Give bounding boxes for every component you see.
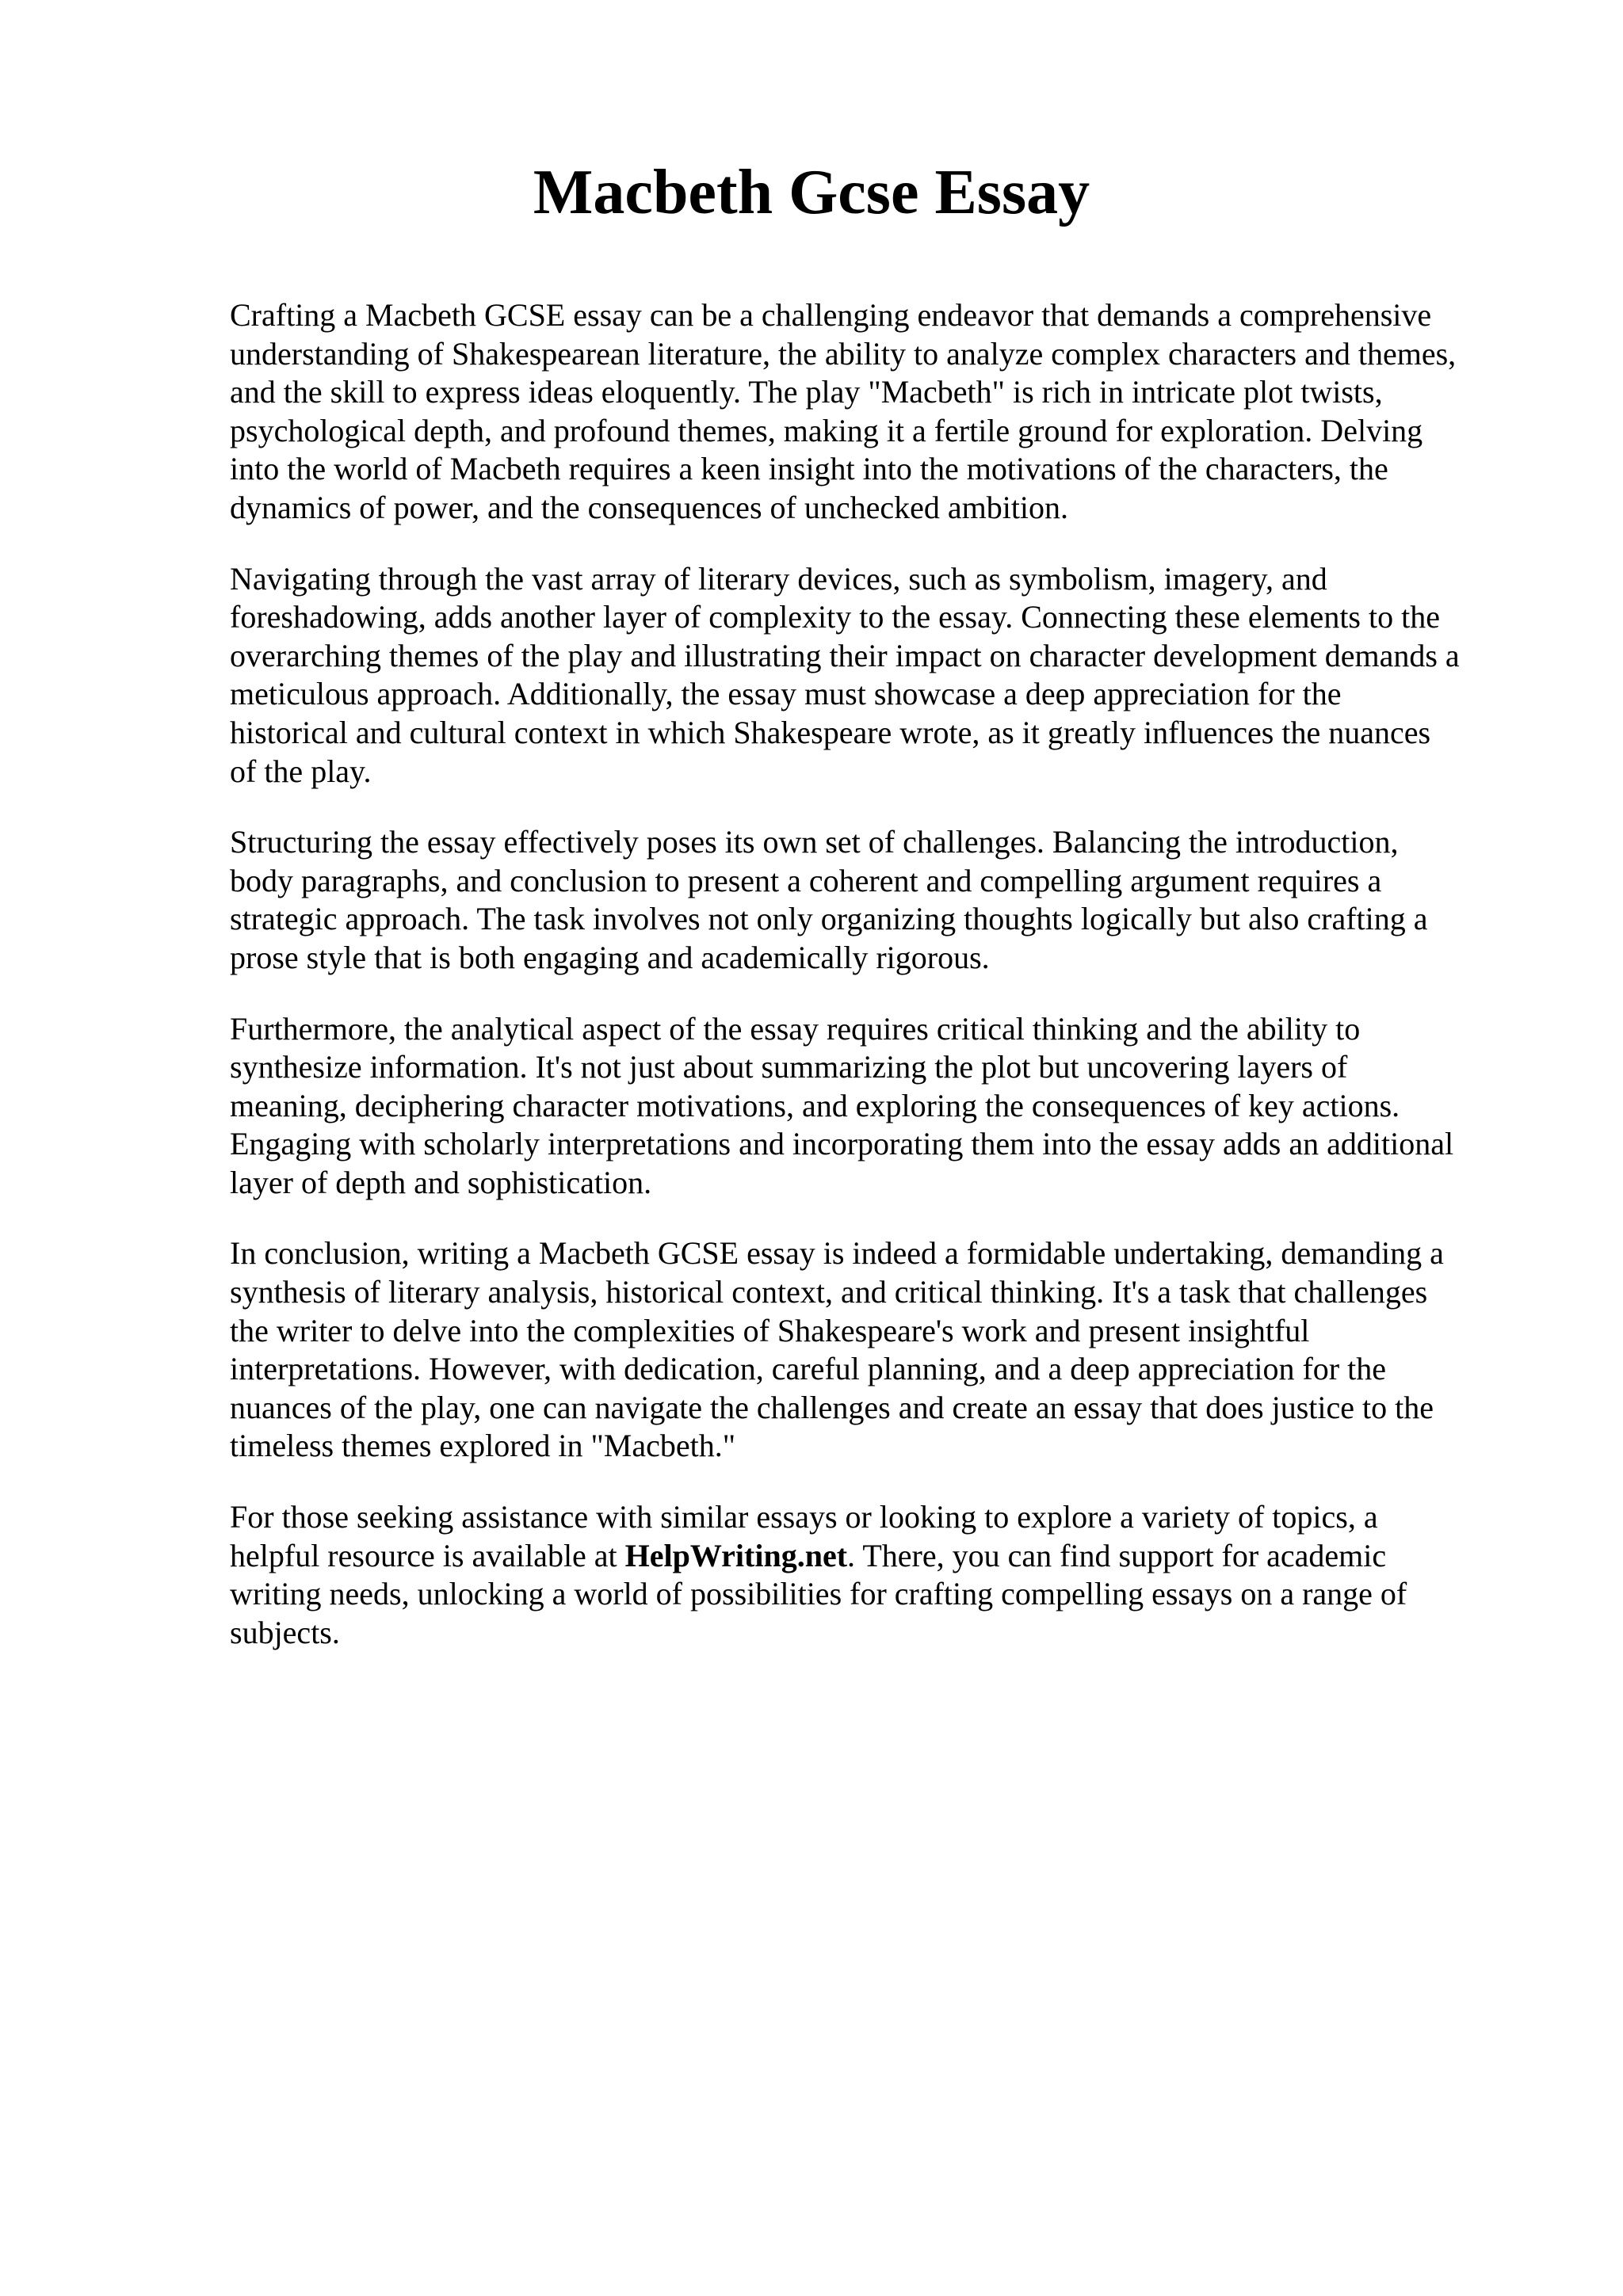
text-line: nuances of the play, one can navigate the challenges and create an essay that does justice to the [230,1389,1434,1425]
paragraph-literary-devices [230,560,1514,791]
closing-text-before-link: helpful resource is available at [230,1537,625,1573]
text-line: body paragraphs, and conclusion to present a coherent and compelling argument requires a [230,862,1382,898]
text-line: Navigating through the vast array of literary devices, such as symbolism, imagery, and [230,560,1327,597]
text-line: and the skill to express ideas eloquently. The play "Macbeth" is rich in intricate plot twists, [230,374,1383,410]
text-line: writing needs, unlocking a world of possibilities for crafting compelling essays on a range of [230,1576,1407,1612]
paragraph-structure [230,823,1514,977]
text-line: synthesis of literary analysis, historical context, and critical thinking. It's a task that challenges [230,1274,1428,1310]
text-line: meticulous approach. Additionally, the essay must showcase a deep appreciation for the [230,676,1342,712]
text-line: overarching themes of the play and illustrating their impact on character development demands a [230,637,1460,673]
text-line: foreshadowing, adds another layer of complexity to the essay. Connecting these elements to the [230,599,1440,635]
text-line: prose style that is both engaging and academically rigorous. [230,939,990,975]
document-title: Macbeth Gcse Essay [533,158,1090,227]
text-line: historical and cultural context in which Shakespeare wrote, as it greatly influences the nuances [230,714,1431,750]
paragraph-conclusion [230,1234,1514,1466]
text-line: layer of depth and sophistication. [230,1164,652,1200]
text-line: into the world of Macbeth requires a keen insight into the motivations of the characters, the [230,451,1388,487]
text-line: understanding of Shakespearean literature, the ability to analyze complex characters and themes, [230,335,1457,372]
text-line: timeless themes explored in "Macbeth." [230,1428,736,1464]
text-line: psychological depth, and profound themes, making it a fertile ground for exploration. Delving [230,412,1423,448]
text-line: of the play. [230,753,372,789]
paragraph-closing [230,1498,1514,1652]
helpwriting-link[interactable]: HelpWriting.net [624,1537,848,1573]
text-line: dynamics of power, and the consequences of unchecked ambition. [230,489,1069,525]
text-line: In conclusion, writing a Macbeth GCSE essay is indeed a formidable undertaking, demanding a [230,1235,1444,1272]
text-line: the writer to delve into the complexities of Shakespeare's work and present insightful [230,1312,1310,1348]
text-line: strategic approach. The task involves not only organizing thoughts logically but also crafting a [230,901,1428,937]
text-line: Furthermore, the analytical aspect of the essay requires critical thinking and the ability to [230,1010,1361,1047]
paragraph-intro [230,296,1514,528]
text-line: subjects. [230,1614,340,1650]
document-body [230,296,1514,1684]
text-line: interpretations. However, with dedication, careful planning, and a deep appreciation for the [230,1351,1386,1387]
text-line: meaning, deciphering character motivations, and exploring the consequences of key actions. [230,1087,1400,1123]
text-line: Crafting a Macbeth GCSE essay can be a challenging endeavor that demands a comprehensive [230,297,1432,333]
text-line: synthesize information. It's not just about summarizing the plot but uncovering layers of [230,1049,1348,1085]
closing-text-after-link: . There, you can find support for academic [847,1537,1387,1573]
text-line-with-link [230,1537,1514,1576]
paragraph-analysis [230,1010,1514,1203]
text-line: Structuring the essay effectively poses its own set of challenges. Balancing the introduction, [230,824,1399,860]
text-line: For those seeking assistance with similar essays or looking to explore a variety of topics, a [230,1499,1378,1535]
text-line: Engaging with scholarly interpretations and incorporating them into the essay adds an additional [230,1126,1454,1162]
